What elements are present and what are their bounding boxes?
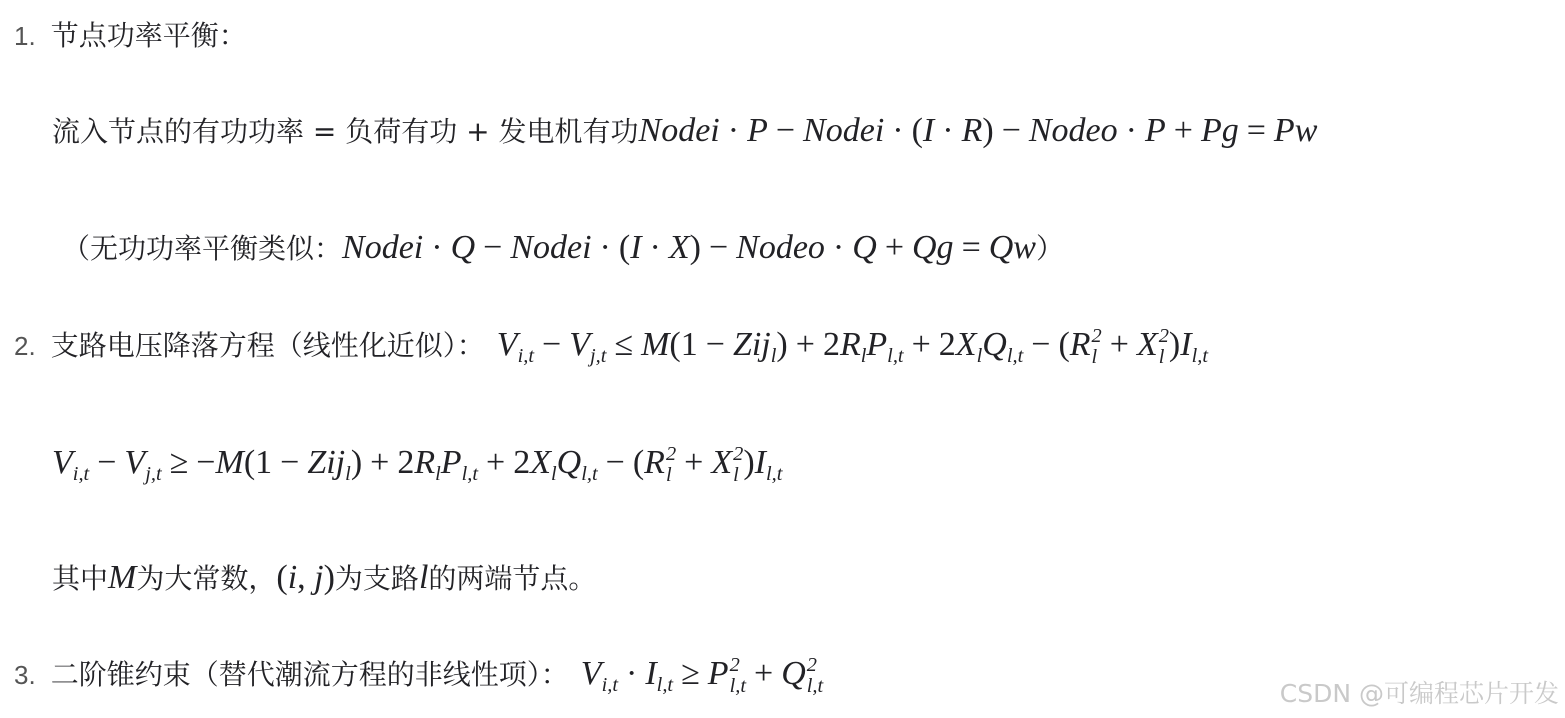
item-1-heading — [14, 19, 247, 52]
active-power-balance-equation — [52, 114, 1317, 148]
csdn-watermark: CSDN @可编程芯片开发 — [1279, 679, 1559, 708]
item-2-heading — [14, 326, 1208, 369]
active-power-description: 流入节点的有功功率 = 负荷有功 + 发电机有功 — [52, 115, 639, 148]
second-order-cone-formula: $V_{i,t} \cdot I_{l,t} \ge P$ 2 l,t + Q 2 l,t — [580, 654, 824, 698]
item-3-heading — [14, 655, 823, 698]
reactive-power-balance-equation — [62, 231, 1064, 265]
reactive-power-formula: Nodei · Q − Nodei · (I · X) − Nodeo · Q + Qg = Qw — [342, 229, 1036, 266]
note-part1: 其中 — [52, 562, 109, 595]
voltage-drop-lower-bound-formula: $V_{i,t} - V_{j,t} \ge -M(1 - Zij_l) + 2R_lP_{l,t} + 2X_lQ_{l,t} - (R$ 2 l + X 2 l )$I_{l,t}$ — [52, 443, 783, 487]
item-title: 节点功率平衡： — [50, 19, 247, 52]
item-number: 3. — [14, 660, 36, 691]
item-title: 二阶锥约束（替代潮流方程的非线性项）： — [50, 658, 569, 692]
note-part2: 为大常数， — [136, 562, 277, 595]
big-m-note: 其中M为大常数，(i, j)为支路l的两端节点。 — [52, 559, 597, 596]
item-number: 2. — [14, 331, 36, 362]
reactive-power-suffix: ） — [1035, 232, 1064, 265]
note-part3: 为支路 — [334, 562, 419, 595]
note-part4: 的两端节点。 — [428, 562, 597, 595]
reactive-power-prefix: （无功功率平衡类似： — [62, 232, 343, 265]
item-title: 支路电压降落方程（线性化近似）： — [50, 329, 485, 363]
item-number: 1. — [14, 21, 36, 51]
voltage-drop-upper-bound-formula: $V_{i,t} - V_{j,t} \le M(1 - Zij_l) + 2R_lP_{l,t} + 2X_lQ_{l,t} - (R$ 2 l + X 2 l )$I_{l,t}$ — [496, 325, 1209, 369]
active-power-formula: Nodei · P − Nodei · (I · R) − Nodeo · P + Pg = Pw — [638, 112, 1318, 149]
